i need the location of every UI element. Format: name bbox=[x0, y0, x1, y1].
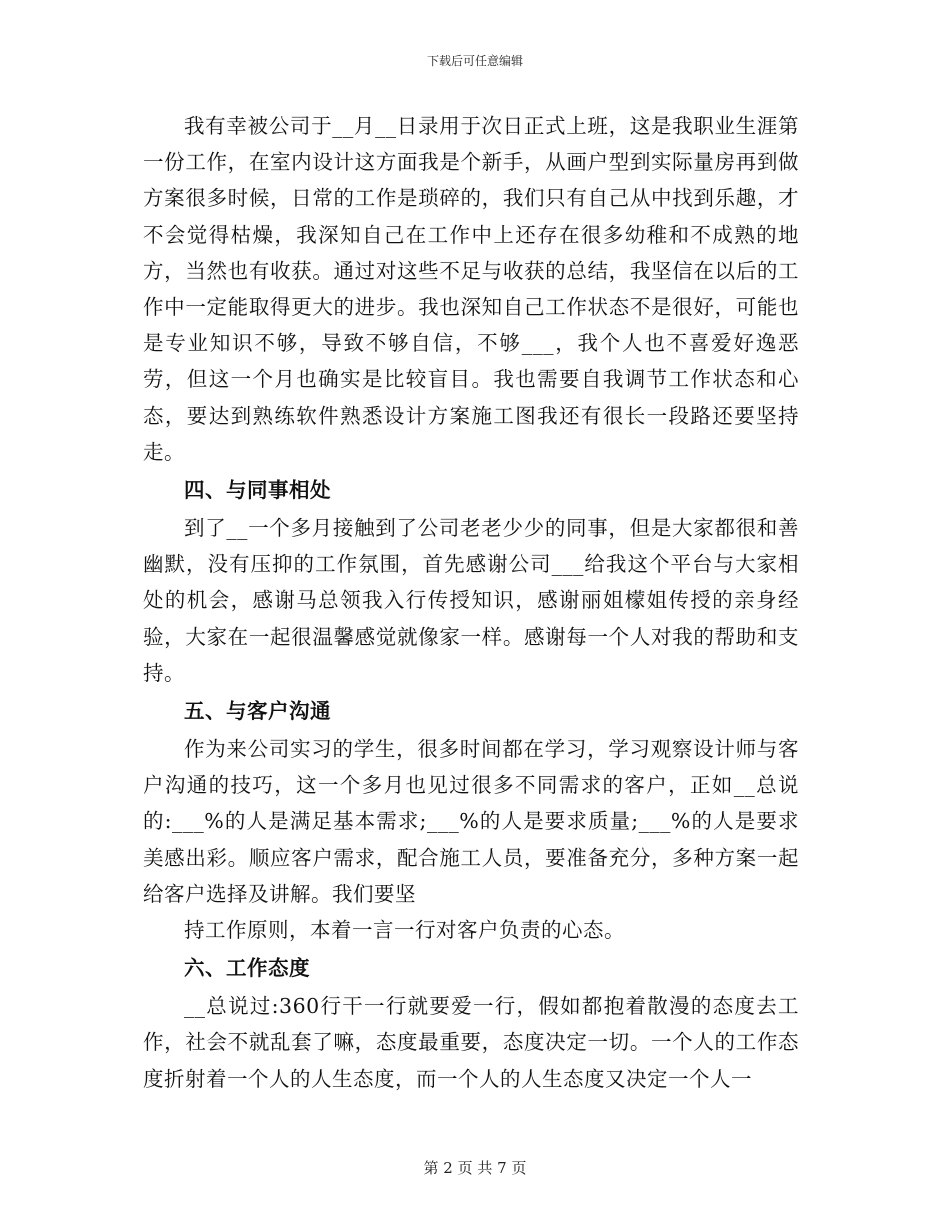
paragraph-clients: 作为来公司实习的学生，很多时间都在学习，学习观察设计师与客户沟通的技巧，这一个多月也见过很多不同需求的客户，正如__总说的:___%的人是满足基本需求;___%的人是要求质量;___%的人是要求美感出彩。顺应客户需求，配合施工人员，要准备充分，多种方案一起给客户选择及讲解。我们要坚 bbox=[143, 737, 799, 906]
page-header: 下载后可任意编辑 bbox=[426, 54, 523, 68]
paragraph-intro: 我有幸被公司于__月__日录用于次日正式上班，这是我职业生涯第一份工作，在室内设计这方面我是个新手，从画户型到实际量房再到做方案很多时候，日常的工作是琐碎的，我们只有自己从中找到乐趣，才不会觉得枯燥，我深知自己在工作中上还存在很多幼稚和不成熟的地方，当然也有收获。通过对这些不足与收获的总结，我坚信在以后的工作中一定能取得更大的进步。我也深知自己工作状态不是很好，可能也是专业知识不够，导致不够自信，不够___，我个人也不喜爱好逸恶劳，但这一个月也确实是比较盲目。我也需要自我调节工作状态和心态，要达到熟练软件熟悉设计方案施工图我还有很长一段路还要坚持走。 bbox=[143, 114, 799, 464]
paragraph-attitude: __总说过:360行干一行就要爱一行，假如都抱着散漫的态度去工作，社会不就乱套了嘛，态度最重要，态度决定一切。一个人的工作态度折射着一个人的人生态度，而一个人的人生态度又决定一个人一 bbox=[143, 994, 799, 1091]
paragraph-colleagues: 到了__一个多月接触到了公司老老少少的同事，但是大家都很和善幽默，没有压抑的工作氛围，首先感谢公司___给我这个平台与大家相处的机会，感谢马总领我入行传授知识，感谢丽姐檬姐传授的亲身经验，大家在一起很温馨感觉就像家一样。感谢每一个人对我的帮助和支持。 bbox=[143, 516, 799, 685]
section-heading-colleagues: 四、与同事相处 bbox=[184, 478, 331, 503]
paragraph-clients-continued: 持工作原则，本着一言一行对客户负责的心态。 bbox=[184, 918, 625, 943]
document-body bbox=[143, 108, 799, 1097]
section-heading-attitude: 六、工作态度 bbox=[184, 956, 310, 981]
section-heading-clients: 五、与客户沟通 bbox=[184, 699, 331, 724]
page-footer: 第 2 页 共 7 页 bbox=[423, 1159, 527, 1177]
